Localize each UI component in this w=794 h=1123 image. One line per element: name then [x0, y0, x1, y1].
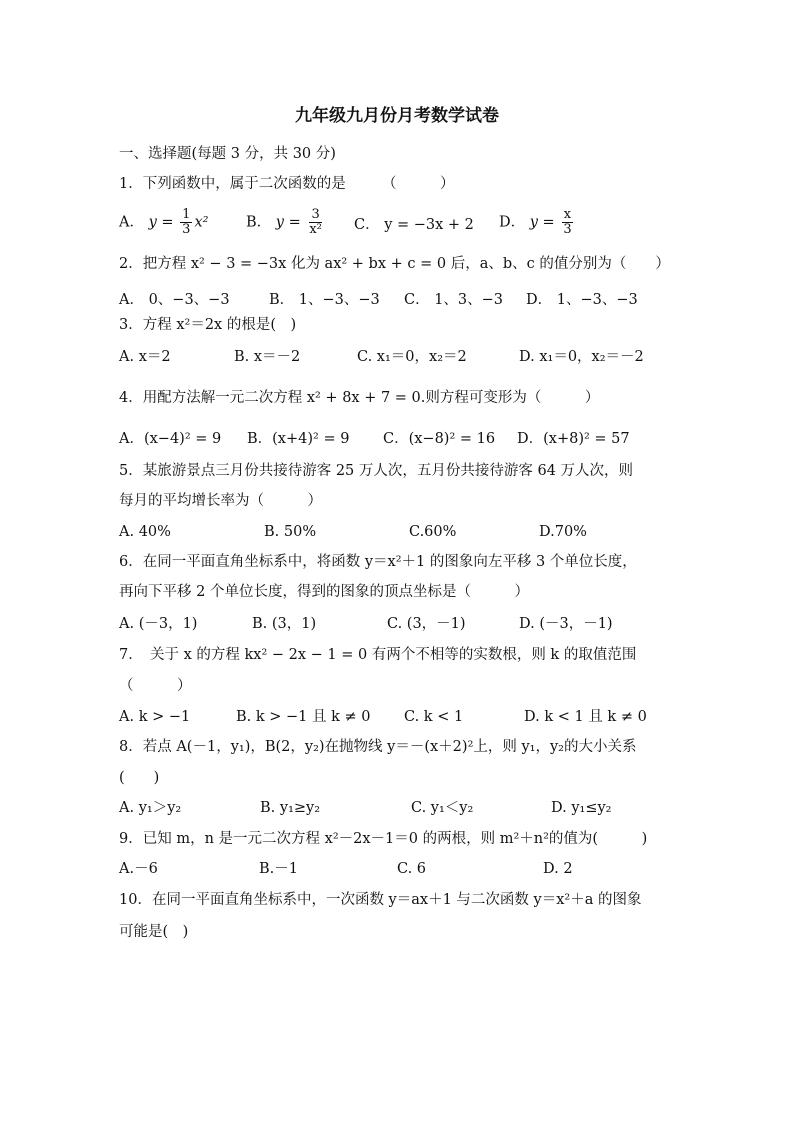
- option-b: B. x＝－2: [234, 349, 301, 365]
- option-b: B．(x+4)² = 9: [247, 431, 350, 447]
- question-6-stem-line-2: 再向下平移 2 个单位长度，得到的图象的顶点坐标是（ ）: [119, 584, 529, 600]
- option-b: B.－1: [259, 861, 298, 877]
- question-3-stem: 3．方程 x²＝2x 的根是( ): [119, 317, 297, 333]
- option-d: D.70%: [539, 524, 587, 540]
- option-c: C. k < 1: [404, 709, 464, 725]
- option-c: C． y = −3x + 2: [354, 217, 474, 233]
- question-7-stem-line-1: 7． 关于 x 的方程 kx² − 2x − 1 = 0 有两个不相等的实数根，则 k 的取值范围: [119, 647, 637, 663]
- option-a: A.－6: [119, 861, 158, 877]
- option-a: A． 0、−3、−3: [119, 292, 230, 308]
- question-4-stem: 4．用配方法解一元二次方程 x² + 8x + 7 = 0.则方程可变形为（ ）: [119, 390, 600, 406]
- option-c: C． 1、3、−3: [404, 292, 504, 308]
- option-a: A. y₁＞y₂: [119, 800, 182, 816]
- option-a: A．(x−4)² = 9: [119, 431, 222, 447]
- question-5-stem-line-1: 5．某旅游景点三月份共接待游客 25 万人次，五月份共接待游客 64 万人次，则: [119, 463, 634, 479]
- fraction: $\frac{1}{3}$: [182, 207, 191, 237]
- option-d: D. (－3，－1): [519, 616, 613, 632]
- question-5-stem-line-2: 每月的平均增长率为（ ）: [119, 493, 322, 509]
- option-d: D． y = $\frac{x}{3}$: [499, 207, 572, 237]
- option-a: A． y = $\frac{1}{3}$ x²: [119, 207, 209, 237]
- question-10-stem-line-1: 10．在同一平面直角坐标系中，一次函数 y＝ax＋1 与二次函数 y＝x²＋a 的图象: [119, 892, 642, 908]
- option-b: B. k > −1 且 k ≠ 0: [236, 709, 371, 725]
- question-2-stem: 2．把方程 x² − 3 = −3x 化为 ax² + bx + c = 0 后，a、b、c 的值分别为（ ）: [119, 256, 670, 272]
- option-d: D. x₁＝0，x₂＝－2: [519, 349, 644, 365]
- option-b: B． 1、−3、−3: [269, 292, 380, 308]
- question-9-stem: 9．已知 m，n 是一元二次方程 x²－2x－1＝0 的两根，则 m²＋n²的值为( ): [119, 831, 648, 847]
- question-6-stem-line-1: 6．在同一平面直角坐标系中，将函数 y＝x²＋1 的图象向左平移 3 个单位长度，: [119, 554, 637, 570]
- option-c: C. (3，－1): [387, 616, 466, 632]
- option-c: C. y₁＜y₂: [411, 800, 474, 816]
- question-8-stem-line-2: ( ): [119, 770, 160, 786]
- option-d: D. 2: [543, 861, 573, 877]
- option-c: C．(x−8)² = 16: [383, 431, 496, 447]
- option-b: B. y₁≥y₂: [260, 800, 321, 816]
- option-d: D. y₁≤y₂: [551, 800, 612, 816]
- fraction: $\frac{x}{3}$: [563, 207, 572, 237]
- option-d: D． 1、−3、−3: [526, 292, 638, 308]
- question-8-stem-line-1: 8．若点 A(－1，y₁)，B(2，y₂)在抛物线 y＝－(x＋2)²上，则 y₁，y₂的大小关系: [119, 739, 637, 755]
- option-c: C. 6: [397, 861, 427, 877]
- fraction: $\frac{3}{\text{x²}}$: [309, 207, 322, 237]
- option-b: B. (3，1): [252, 616, 317, 632]
- option-d: D. k < 1 且 k ≠ 0: [524, 709, 647, 725]
- option-a: A. x＝2: [119, 349, 171, 365]
- question-1-stem: 1．下列函数中，属于二次函数的是 （ ）: [119, 176, 455, 192]
- option-c: C.60%: [409, 524, 457, 540]
- option-a: A. 40%: [119, 524, 171, 540]
- question-10-stem-line-2: 可能是( ): [119, 924, 189, 940]
- option-a: A. k > −1: [119, 709, 191, 725]
- section-heading: 一、选择题(每题 3 分，共 30 分): [119, 146, 336, 162]
- option-a: A. (－3，1): [119, 616, 198, 632]
- option-d: D．(x+8)² = 57: [517, 431, 630, 447]
- question-7-stem-line-2: （ ）: [119, 678, 192, 694]
- exam-title: 九年级九月份月考数学试卷: [295, 106, 499, 126]
- option-b: B. 50%: [264, 524, 317, 540]
- option-b: B． y = $\frac{3}{\text{x²}}$: [246, 207, 322, 237]
- option-c: C. x₁＝0，x₂＝2: [357, 349, 467, 365]
